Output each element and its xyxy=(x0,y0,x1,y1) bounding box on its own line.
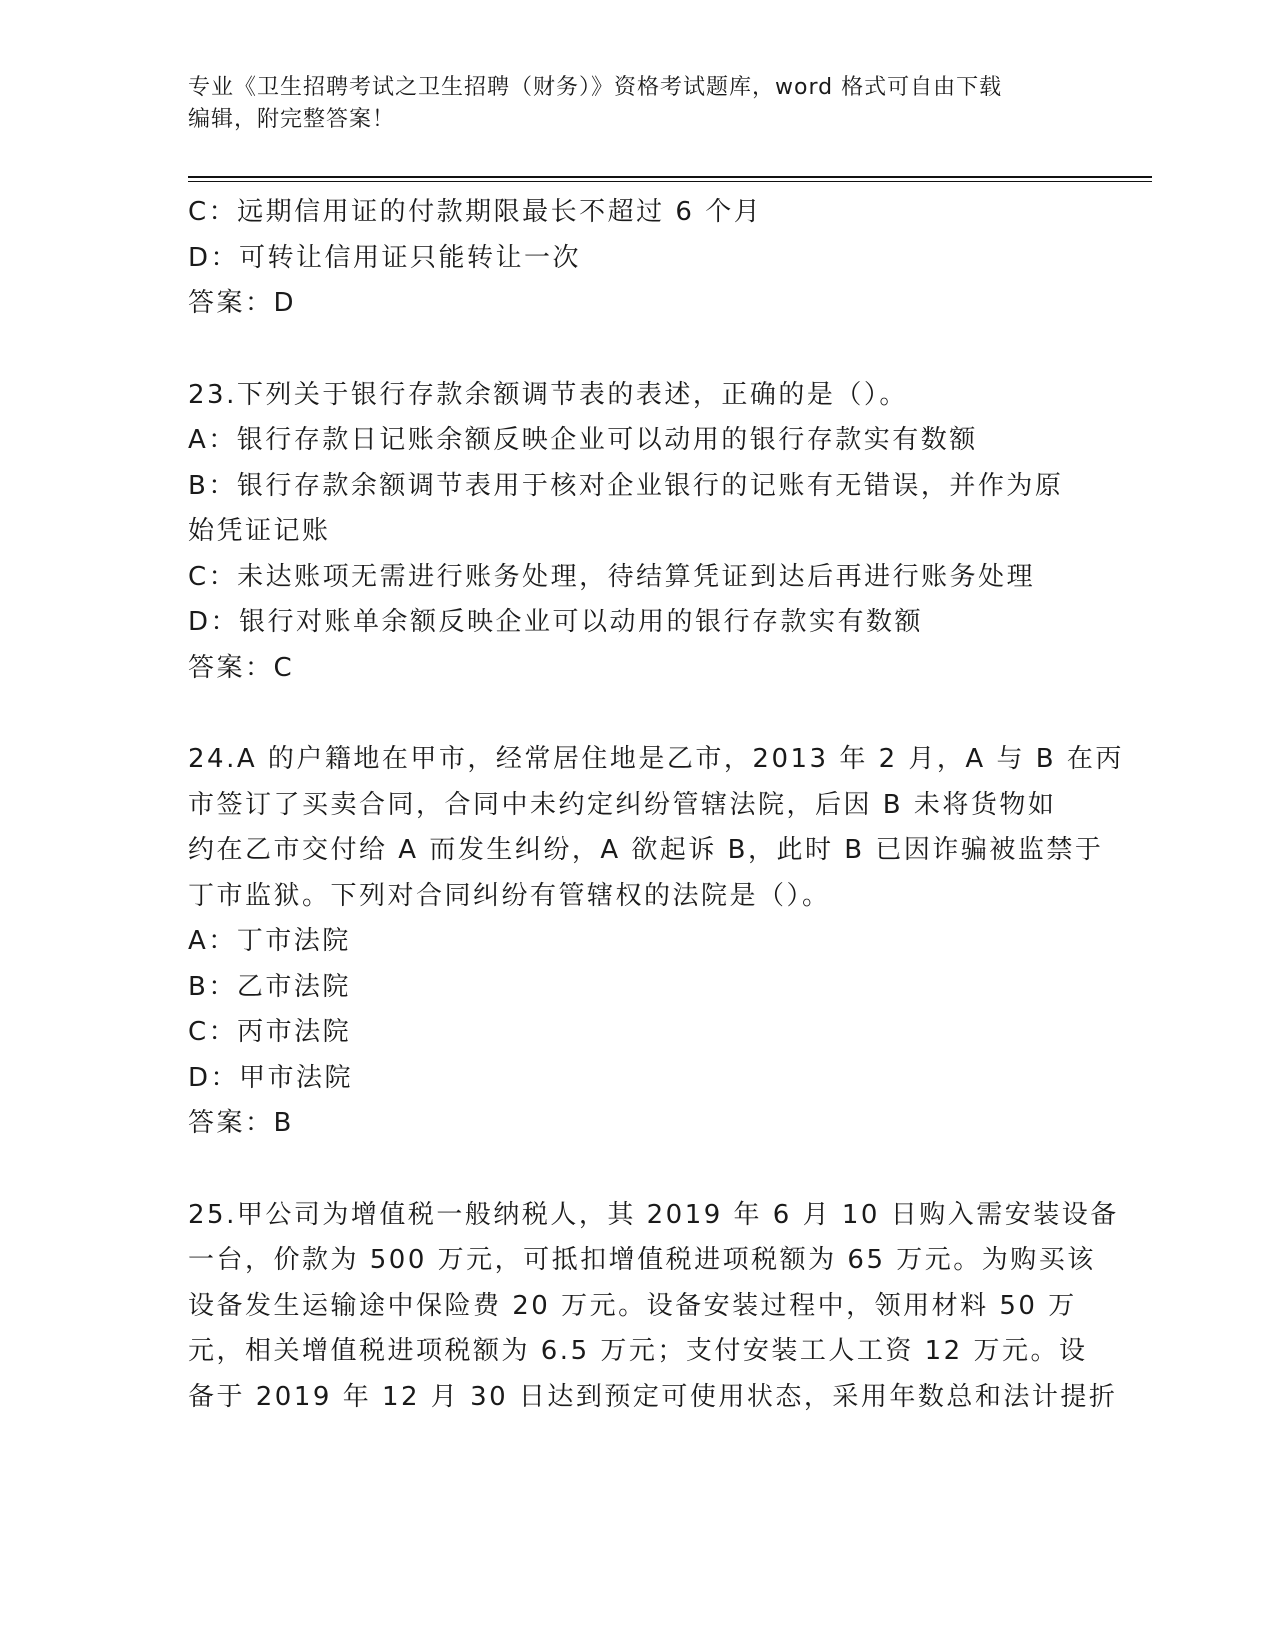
question-stem-line-3: 约在乙市交付给 A 而发生纠纷，A 欲起诉 B，此时 B 已因诈骗被监禁于 xyxy=(188,835,1104,865)
option-d: D：银行对账单余额反映企业可以动用的银行存款实有数额 xyxy=(188,607,924,637)
option-c: C：远期信用证的付款期限最长不超过 6 个月 xyxy=(188,197,763,227)
option-d: D：可转让信用证只能转让一次 xyxy=(188,242,582,273)
option-a: A：丁市法院 xyxy=(188,926,351,956)
header-divider-thick xyxy=(188,176,1152,178)
question-stem-line-4: 元，相关增值税进项税额为 6.5 万元；支付安装工人工资 12 万元。设 xyxy=(188,1336,1088,1366)
question-stem-line-2: 一台，价款为 500 万元，可抵扣增值税进项税额为 65 万元。为购买该 xyxy=(188,1245,1096,1275)
answer: 答案：B xyxy=(188,1108,294,1138)
option-b-line-2: 始凭证记账 xyxy=(188,516,331,546)
question-stem-line-5: 备于 2019 年 12 月 30 日达到预定可使用状态，采用年数总和法计提折 xyxy=(188,1381,1118,1412)
header-line-2: 编辑，附完整答案！ xyxy=(188,107,396,132)
question-25 xyxy=(188,1193,1119,1421)
question-stem-line-1: 24.A 的户籍地在甲市，经常居住地是乙市，2013 年 2 月，A 与 B 在丙 xyxy=(188,744,1124,774)
question-22-tail xyxy=(188,190,1088,327)
question-stem-line-1: 25.甲公司为增值税一般纳税人，其 2019 年 6 月 10 日购入需安装设备 xyxy=(188,1199,1119,1230)
option-a: A：银行存款日记账余额反映企业可以动用的银行存款实有数额 xyxy=(188,425,978,455)
option-d: D：甲市法院 xyxy=(188,1062,354,1093)
spacer xyxy=(188,327,1088,373)
spacer xyxy=(188,691,1088,737)
header-divider-thin xyxy=(188,181,1152,182)
question-23 xyxy=(188,373,1088,692)
question-content xyxy=(188,190,1124,1420)
question-stem-line-4: 丁市监狱。下列对合同纠纷有管辖权的法院是（）。 xyxy=(188,880,831,911)
question-stem-line-2: 市签订了买卖合同，合同中未约定纠纷管辖法院，后因 B 未将货物如 xyxy=(188,789,1057,820)
option-c: C：丙市法院 xyxy=(188,1017,352,1047)
option-c: C：未达账项无需进行账务处理，待结算凭证到达后再进行账务处理 xyxy=(188,561,1036,592)
spacer xyxy=(188,1147,1088,1193)
question-24 xyxy=(188,737,1124,1147)
option-b: B：乙市法院 xyxy=(188,971,351,1002)
header-line-1: 专业《卫生招聘考试之卫生招聘（财务）》资格考试题库，word 格式可自由下载 xyxy=(188,75,1003,100)
question-stem: 23.下列关于银行存款余额调节表的表述，正确的是（）。 xyxy=(188,379,908,410)
answer: 答案：C xyxy=(188,652,295,683)
option-b-line-1: B：银行存款余额调节表用于核对企业银行的记账有无错误，并作为原 xyxy=(188,470,1064,501)
question-stem-line-3: 设备发生运输途中保险费 20 万元。设备安装过程中，领用材料 50 万 xyxy=(188,1290,1077,1321)
answer: 答案：D xyxy=(188,288,297,318)
document-header xyxy=(188,72,1088,136)
